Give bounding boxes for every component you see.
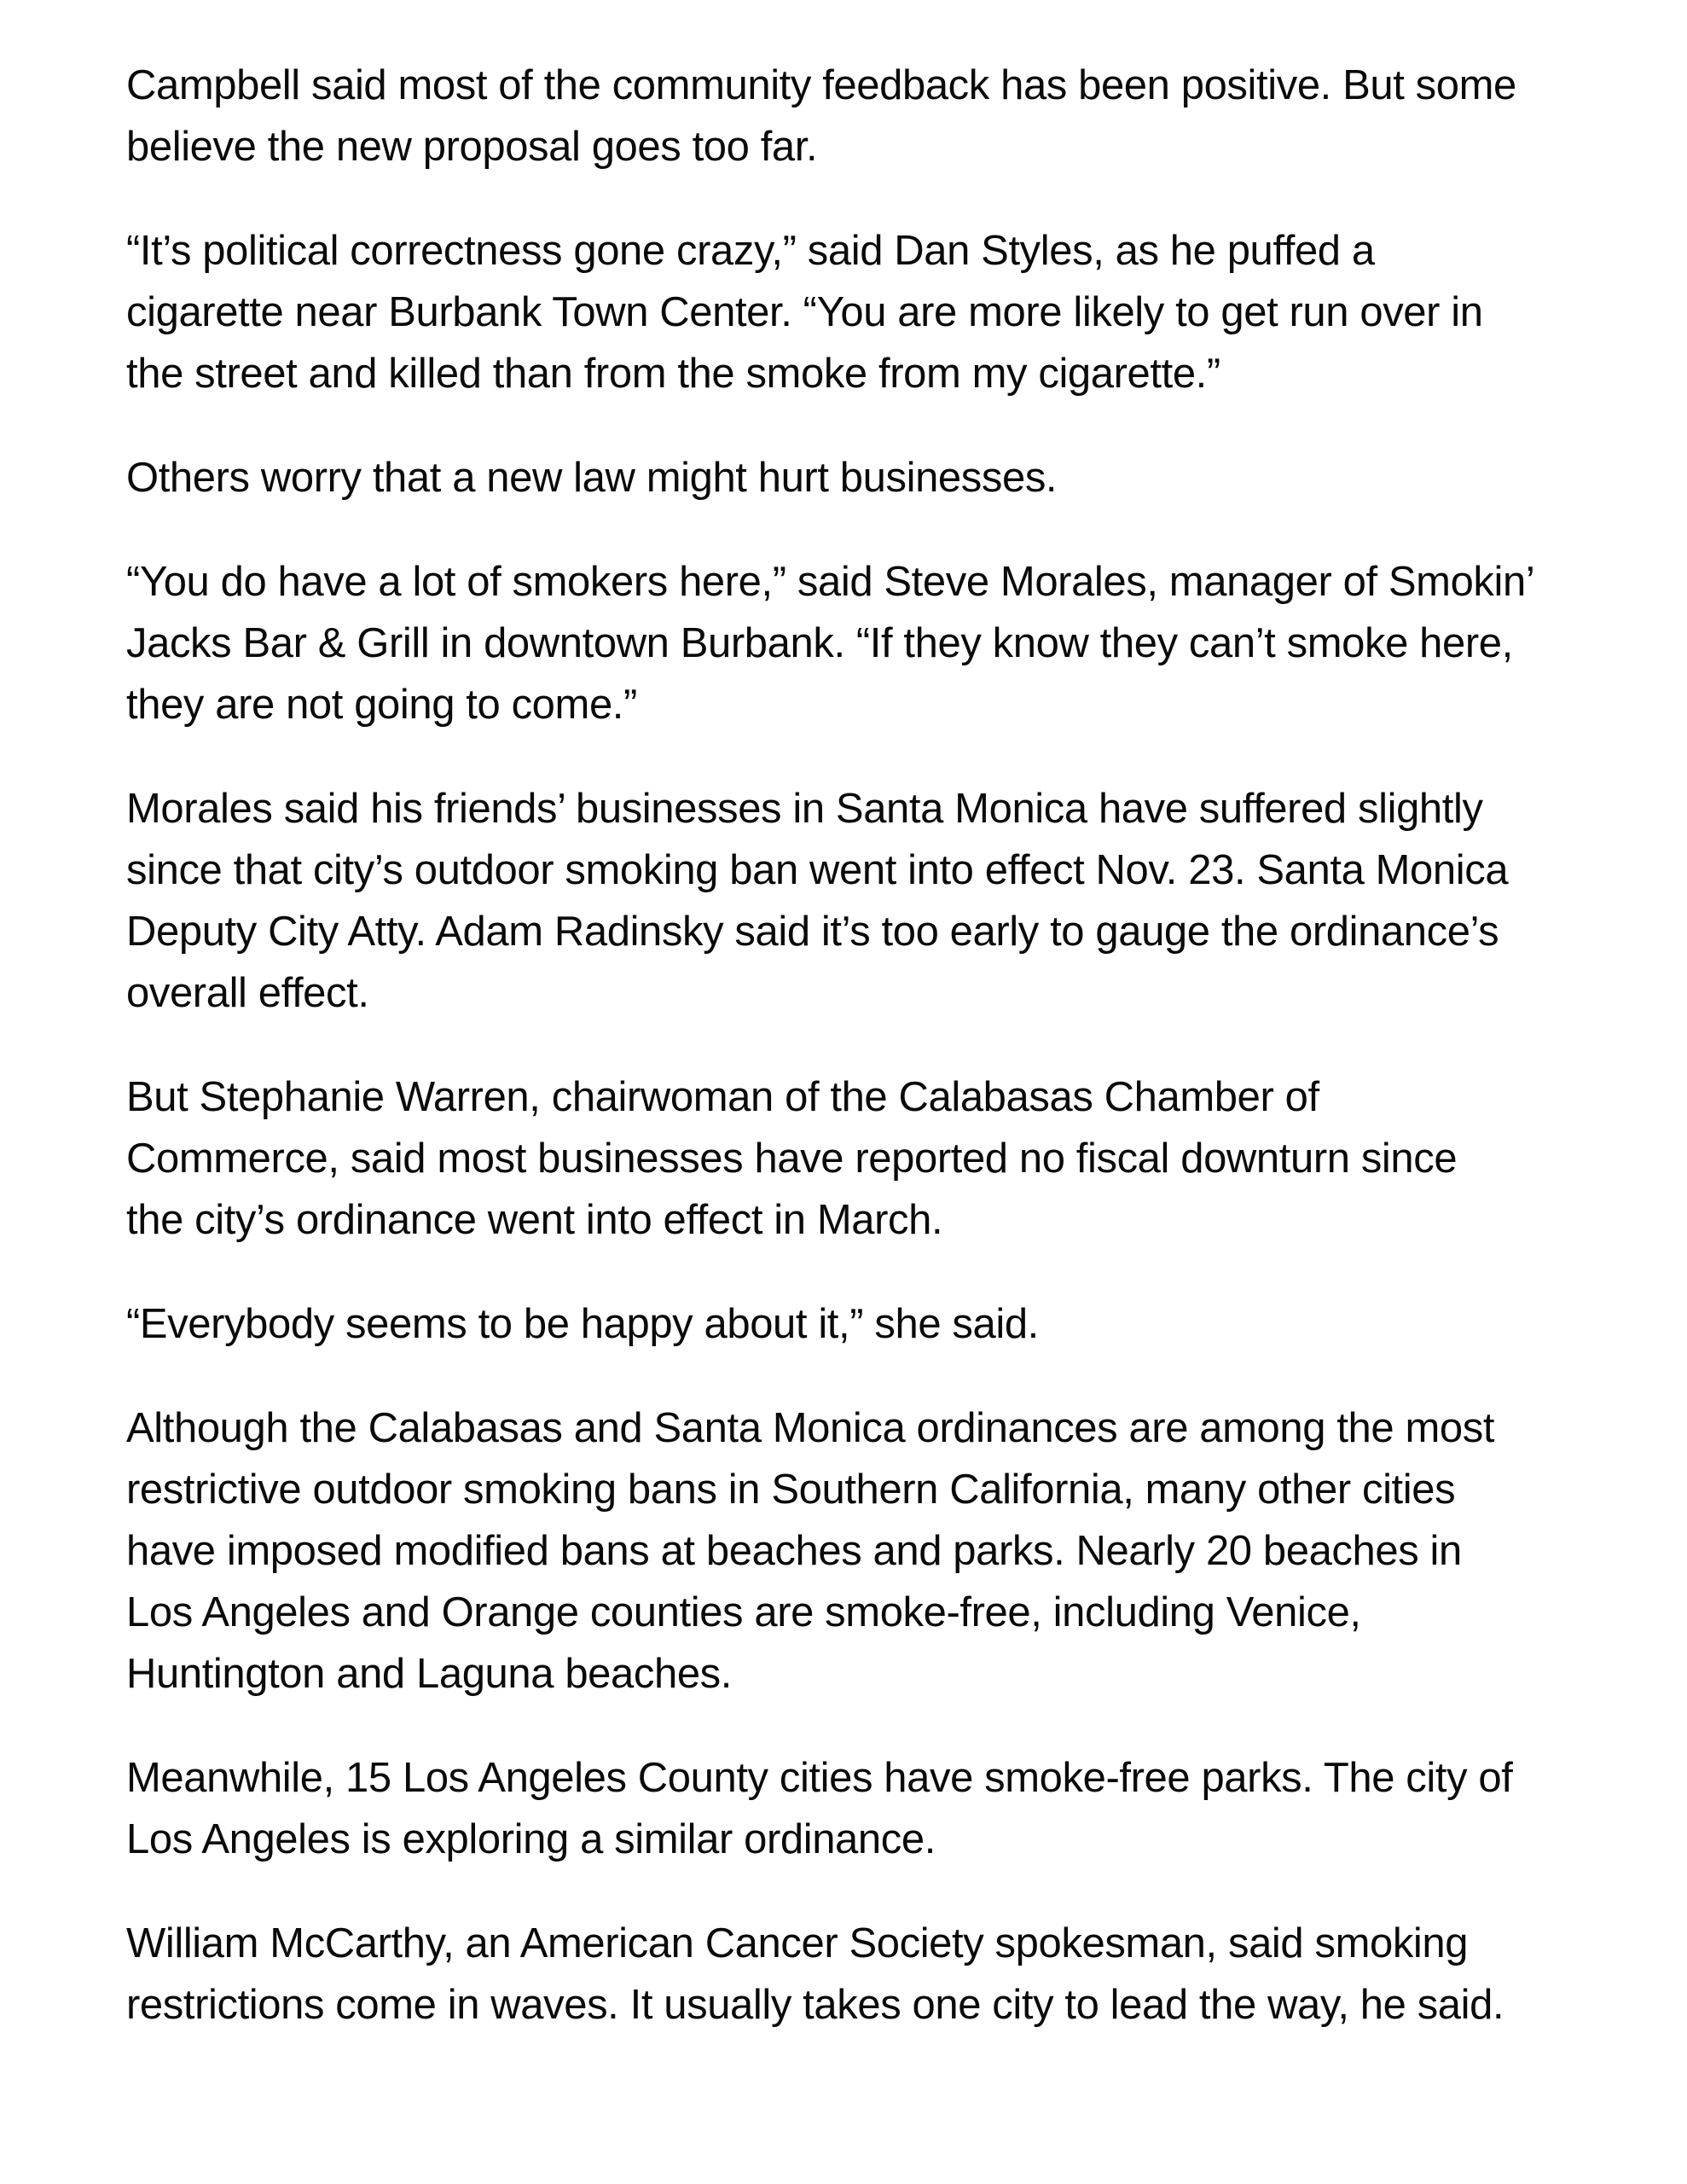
paragraph-business-worry (126, 447, 1576, 508)
text-line: the city’s ordinance went into effect in March. (126, 1197, 943, 1243)
paragraph-santa-monica-effect (126, 778, 1576, 1024)
text-line: Los Angeles and Orange counties are smoke-free, including Venice, (126, 1589, 1361, 1635)
text-line: Others worry that a new law might hurt businesses. (126, 455, 1058, 501)
paragraph-william-mccarthy (126, 1913, 1576, 2036)
text-line: Jacks Bar & Grill in downtown Burbank. “If they know they can’t smoke here, (126, 620, 1513, 666)
text-line: believe the new proposal goes too far. (126, 124, 818, 170)
paragraph-steve-morales-quote (126, 551, 1576, 735)
paragraph-stephanie-warren (126, 1066, 1576, 1251)
text-line: “It’s political correctness gone crazy,” said Dan Styles, as he puffed a (126, 228, 1375, 274)
text-line: Deputy City Atty. Adam Radinsky said it’s too early to gauge the ordinance’s (126, 909, 1499, 955)
text-line: Commerce, said most businesses have reported no fiscal downturn since (126, 1136, 1458, 1182)
paragraph-smoke-free-parks (126, 1747, 1576, 1870)
text-line: since that city’s outdoor smoking ban went into effect Nov. 23. Santa Monica (126, 847, 1509, 893)
text-line: “Everybody seems to be happy about it,” she said. (126, 1301, 1039, 1347)
text-line: overall effect. (126, 970, 369, 1016)
paragraph-everybody-happy-quote (126, 1293, 1576, 1355)
text-line: have imposed modified bans at beaches and parks. Nearly 20 beaches in (126, 1528, 1462, 1574)
text-line: “You do have a lot of smokers here,” said Steve Morales, manager of Smokin’ (126, 559, 1535, 605)
text-line: restrictions come in waves. It usually takes one city to lead the way, he said. (126, 1982, 1504, 2028)
text-line: Meanwhile, 15 Los Angeles County cities have smoke-free parks. The city of (126, 1755, 1513, 1801)
text-line: But Stephanie Warren, chairwoman of the Calabasas Chamber of (126, 1074, 1319, 1120)
article-body (126, 55, 1576, 2078)
paragraph-restrictive-bans (126, 1397, 1576, 1705)
text-line: they are not going to come.” (126, 682, 637, 728)
text-line: the street and killed than from the smoke from my cigarette.” (126, 351, 1220, 397)
paragraph-campbell-feedback (126, 55, 1576, 177)
paragraph-dan-styles-quote (126, 220, 1576, 404)
text-line: William McCarthy, an American Cancer Society spokesman, said smoking (126, 1920, 1469, 1966)
text-line: Although the Calabasas and Santa Monica ordinances are among the most (126, 1405, 1495, 1451)
text-line: restrictive outdoor smoking bans in Southern California, many other cities (126, 1467, 1456, 1513)
text-line: Morales said his friends’ businesses in Santa Monica have suffered slightly (126, 786, 1483, 832)
text-line: Los Angeles is exploring a similar ordinance. (126, 1816, 936, 1862)
text-line: cigarette near Burbank Town Center. “You are more likely to get run over in (126, 289, 1483, 335)
text-line: Huntington and Laguna beaches. (126, 1651, 732, 1697)
text-line: Campbell said most of the community feedback has been positive. But some (126, 62, 1516, 108)
